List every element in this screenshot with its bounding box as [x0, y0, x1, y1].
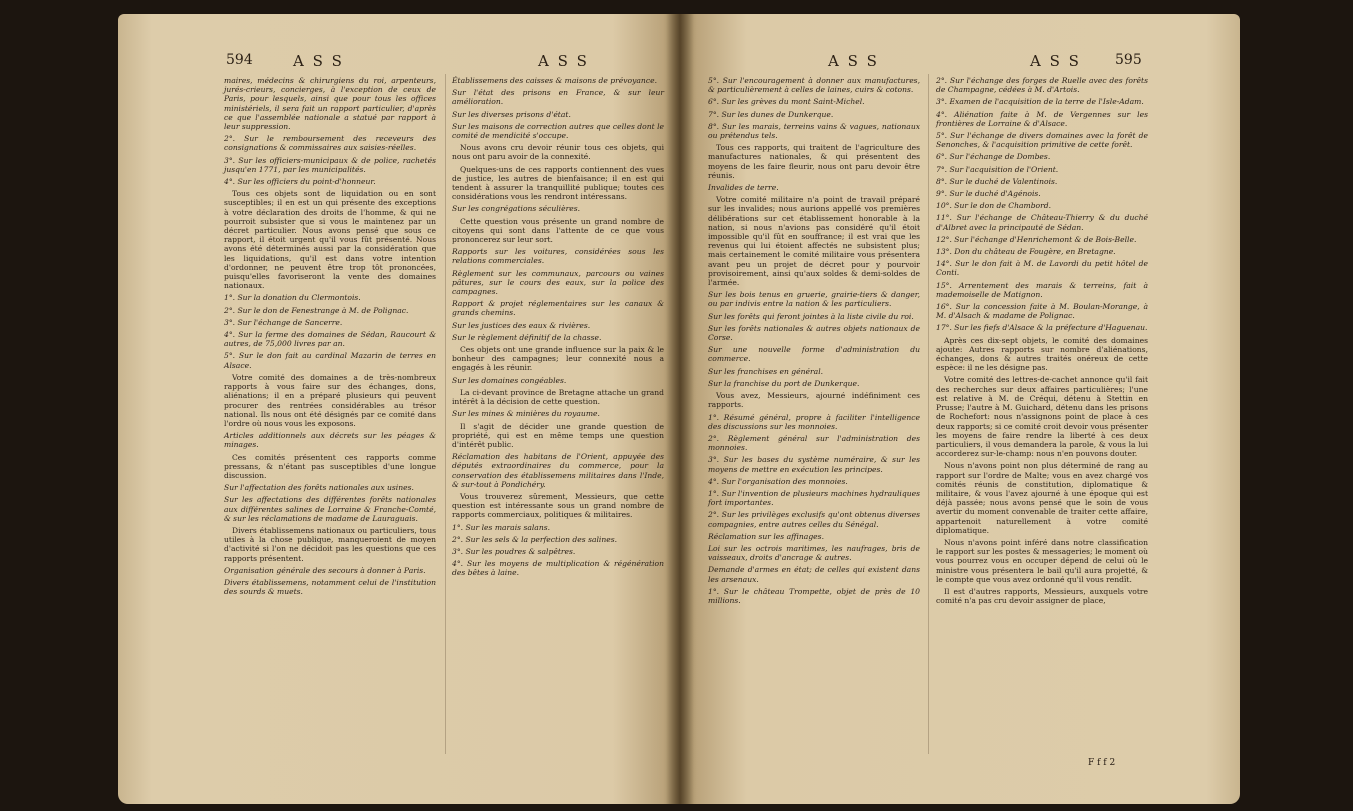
paragraph: Sur une nouvelle forme d'administration du commerce. — [708, 345, 920, 364]
paragraph: Tous ces rapports, qui traitent de l'agriculture des manufactures nationales, & qui présentent des moyens de les faire fleurir, nous ont paru devoir être réunis. — [708, 143, 920, 180]
paragraph: 10°. Sur le don de Chambord. — [936, 201, 1052, 211]
paragraph: 7°. Sur les dunes de Dunkerque. — [708, 109, 834, 119]
paragraph: Invalides de terre. — [708, 183, 779, 193]
paragraph: 3°. Examen de l'acquisition de la terre de l'Isle-Adam. — [936, 97, 1144, 107]
right-page — [680, 14, 1240, 804]
paragraph: 5°. Sur le don fait au cardinal Mazarin de terres en Alsace. — [224, 351, 436, 370]
paragraph: Loi sur les octrois maritimes, les naufrages, bris de vaisseaux, droits d'ancrage & autres. — [708, 543, 920, 563]
column-rule — [445, 74, 446, 754]
paragraph: 2°. Sur l'échange des forges de Ruelle avec des forêts de Champagne, cédées à M. d'Artois. — [936, 76, 1148, 95]
column-rule — [928, 74, 929, 754]
paragraph: Il est d'autres rapports, Messieurs, auxquels votre comité n'a pas cru devoir assigner de place, — [936, 586, 1148, 606]
paragraph: 4°. Sur la ferme des domaines de Sédan, Raucourt & autres, de 75,000 livres par an. — [224, 330, 436, 349]
paragraph: 17°. Sur les fiefs d'Alsace & la préfecture d'Haguenau. — [936, 323, 1148, 333]
paragraph: Divers établissemens nationaux ou particuliers, tous utiles à la chose publique, manqueroient de moyen d'activité si l'on ne décidoit pas les questions que ces rapports présentent. — [224, 525, 436, 563]
right-running-head-1: A S S — [828, 52, 879, 70]
paragraph: Sur les justices des eaux & rivières. — [452, 320, 591, 330]
paragraph: Sur les affectations des différentes forêts nationales aux différentes salines de Lorraine & Franche-Comté, & sur les réclamations de madame de Lauraguais. — [224, 495, 436, 523]
paragraph: Vous trouverez sûrement, Messieurs, que cette question est intéressante sous un grand nombre de rapports commerciaux, politiques & militaires. — [452, 491, 664, 520]
paragraph: 11°. Sur l'échange de Château-Thierry & du duché d'Albret avec la principauté de Sédan. — [936, 213, 1148, 232]
paragraph: 9°. Sur le duché d'Agénois. — [936, 189, 1041, 199]
open-book — [118, 14, 1240, 806]
paragraph: La ci-devant province de Bretagne attache un grand intérêt à la décision de cette question. — [452, 387, 664, 407]
paragraph: 4°. Sur les officiers du point-d'honneur. — [224, 177, 376, 187]
paragraph: Sur les mines & minières du royaume. — [452, 409, 600, 419]
paragraph: 5°. Sur l'échange de divers domaines avec la forêt de Senonches, & l'acquisition primitive de cette forêt. — [936, 131, 1148, 150]
right-running-head-2: A S S — [1030, 52, 1081, 70]
paragraph: Organisation générale des secours à donner à Paris. — [224, 565, 426, 575]
paragraph: Nous n'avons point non plus déterminé de rang au rapport sur l'ordre de Malte; vous en avez chargé vos comités réunis de constitution, diplomatique & militaire, & vous l'avez ajourné à une époque qui est déjà passée; nous avons pensé que le soin de vous avertir du moment convenable de traiter cette affaire, appartenoit naturellement à votre comité diplomatique. — [936, 461, 1148, 535]
paragraph: Sur les maisons de correction autres que celles dont le comité de mendicité s'occupe. — [452, 121, 664, 141]
paragraph: Sur la franchise du port de Dunkerque. — [708, 378, 860, 388]
paragraph: 1°. Résumé général, propre à faciliter l'intelligence des discussions sur les monnoies. — [708, 412, 920, 431]
signature-mark: F f f 2 — [1088, 758, 1116, 768]
paragraph: 16°. Sur la concession faite à M. Boulan-Morange, à M. d'Alsach & madame de Polignac. — [936, 302, 1148, 321]
paragraph: Ces comités présentent ces rapports comme pressans, & n'étant pas susceptibles d'une longue discussion. — [224, 452, 436, 480]
left-running-head-1: A S S — [293, 52, 344, 70]
paragraph: Nous avons cru devoir réunir tous ces objets, qui nous ont paru avoir de la connexité. — [452, 143, 664, 162]
paragraph: Votre comité des domaines a de très-nombreux rapports à vous faire sur des échanges, dons, aliénations; il en a préparé plusieurs qui peuvent procurer des rentrées considérables au trésor national. Ils nous ont été désignés par ce comité dans l'ordre où nous vous les exposons. — [224, 372, 436, 428]
paragraph: 14°. Sur le don fait à M. de Lavordi du petit hôtel de Conti. — [936, 259, 1148, 278]
book-gutter — [666, 14, 694, 804]
paragraph: 4°. Aliénation faite à M. de Vergennes sur les frontières de Lorraine & d'Alsace. — [936, 109, 1148, 128]
paragraph: 1°. Sur les marais salans. — [452, 522, 551, 532]
left-page-column-2 — [452, 76, 664, 581]
paragraph: 12°. Sur l'échange d'Henrichemont & de Bois-Belle. — [936, 234, 1137, 244]
paragraph: 4°. Sur l'organisation des monnoies. — [708, 476, 848, 486]
right-page-column-1 — [708, 76, 920, 608]
paragraph: Sur les congrégations séculières. — [452, 204, 581, 214]
paragraph: 3°. Sur l'échange de Sancerre. — [224, 317, 343, 327]
paragraph: Réclamation des habitans de l'Orient, appuyée des députés extraordinaires du commerce, pour la conservation des établissemens militaires dans l'Inde, & sur-tout à Pondichéry. — [452, 452, 664, 489]
paragraph: Il s'agit de décider une grande question de propriété, qui est en même temps une question d'intérêt public. — [452, 421, 664, 449]
paragraph: Tous ces objets sont de liquidation ou en sont susceptibles; il en est un qui présente des exceptions à votre déclaration des droits de l'homme, & qui ne pourroit subsister que si vous le maintenez par un décret particulier. Nous avons pensé que sous ce rapport, il étoit urgent qu'il vous fût présenté. Nous avons été déterminés aussi par la considération que les liquidations, qu'il est dans votre intention d'ordonner, ne peuvent être trop tôt prononcées, puisqu'elles favoriseront la vente des domaines nationaux. — [224, 189, 436, 291]
paragraph: Sur l'état des prisons en France, & sur leur amélioration. — [452, 88, 664, 107]
paragraph: Réclamation sur les affinages. — [708, 531, 824, 541]
paragraph: Sur les bois tenus en gruerie, grairie-tiers & danger, ou par indivis entre la nation & les particuliers. — [708, 290, 920, 309]
paragraph: 13°. Don du château de Fougère, en Bretagne. — [936, 247, 1116, 257]
paragraph: 2°. Sur le remboursement des receveurs des consignations & commissaires aux saisies-réelles. — [224, 134, 436, 153]
left-page-number: 594 — [226, 52, 253, 68]
paragraph: 6°. Sur l'échange de Dombes. — [936, 152, 1051, 162]
paragraph: 4°. Sur les moyens de multiplication & régénération des bêtes à laine. — [452, 559, 664, 578]
paragraph: Demande d'armes en état; de celles qui existent dans les arsenaux. — [708, 565, 920, 584]
paragraph: Ces objets ont une grande influence sur la paix & le bonheur des campagnes; leur connexité nous a engagés à les réunir. — [452, 345, 664, 373]
left-page — [118, 14, 680, 804]
paragraph: Articles additionnels aux décrets sur les péages & minages. — [224, 431, 436, 450]
paragraph: 3°. Sur les bases du système numéraire, & sur les moyens de mettre en exécution les principes. — [708, 455, 920, 474]
left-page-column-1 — [224, 76, 436, 599]
paragraph: 15°. Arrentement des marais & terreins, fait à mademoiselle de Matignon. — [936, 280, 1148, 299]
paragraph: maires, médecins & chirurgiens du roi, arpenteurs, jurés-crieurs, concierges, à l'exception de ceux de Paris, pour lesquels, ainsi que pour tous les offices ministériels, il sera fait un rapport particulier, d'après ce que l'assemblée nationale a statué par rapport à leur suppression. — [224, 76, 436, 132]
paragraph: Quelques-uns de ces rapports contiennent des vues de justice, les autres de bienfaisance; il en est qui tendent à assurer la tranquillité publique; toutes ces considérations vous les rendront intéressans. — [452, 164, 664, 202]
paragraph: 8°. Sur le duché de Valentinois. — [936, 176, 1058, 186]
paragraph: Sur l'affectation des forêts nationales aux usines. — [224, 483, 414, 493]
paragraph: Sur les diverses prisons d'état. — [452, 109, 571, 119]
paragraph: 6°. Sur les grèves du mont Saint-Michel. — [708, 97, 865, 107]
paragraph: Rapport & projet réglementaires sur les canaux & grands chemins. — [452, 299, 664, 318]
paragraph: Nous n'avons point inféré dans notre classification le rapport sur les postes & messageries; le moment où vous pourrez vous en occuper dépend de celui où le ministre vous présentera le bail qu'il aura projetté, & le compte que vous avez ordonné qu'il vous rendît. — [936, 537, 1148, 584]
left-running-head-2: A S S — [538, 52, 589, 70]
paragraph: Rapports sur les voitures, considérées sous les relations commerciales. — [452, 247, 664, 266]
paragraph: Établissemens des caisses & maisons de prévoyance. — [452, 76, 657, 85]
paragraph: Sur les forêts qui feront jointes à la liste civile du roi. — [708, 311, 914, 321]
paragraph: Votre comité militaire n'a point de travail préparé sur les invalides; nous aurions appellé vos premières délibérations sur cet établissement honorable à la nation, si nous n'avions pas considéré qu'il étoit impossible qu'il fût en souffrance; il est vrai que les revenus qui lui étoient affectés ne subsistent plus; mais certainement le comité militaire vous présentera avant peu un projet de décret pour y pourvoir provisoirement, ainsi qu'aux soldes & demi-soldes de l'armée. — [708, 195, 920, 288]
paragraph: 5°. Sur l'encouragement à donner aux manufactures, & particulièrement à celles de laines, cuirs & cotons. — [708, 76, 920, 95]
paragraph: 3°. Sur les poudres & salpêtres. — [452, 546, 576, 556]
paragraph: Sur les forêts nationales & autres objets nationaux de Corse. — [708, 323, 920, 343]
paragraph: Règlement sur les communaux, parcours ou vaines pâtures, sur le cours des eaux, sur la police des campagnes. — [452, 268, 664, 297]
paragraph: Cette question vous présente un grand nombre de citoyens qui sont dans l'attente de ce que vous prononcerez sur leur sort. — [452, 216, 664, 245]
right-page-column-2 — [936, 76, 1148, 608]
paragraph: 1°. Sur le château Trompette, objet de près de 10 millions. — [708, 586, 920, 605]
paragraph: Divers établissemens, notamment celui de l'institution des sourds & muets. — [224, 577, 436, 597]
paragraph: 3°. Sur les officiers-municipaux & de police, rachetés jusqu'en 1771, par les municipalités. — [224, 155, 436, 174]
paragraph: 2°. Sur les sels & la perfection des salines. — [452, 534, 618, 544]
paragraph: Sur les franchises en général. — [708, 366, 824, 376]
paragraph: 2°. Sur les privilèges exclusifs qu'ont obtenus diverses compagnies, entre autres celles du Sénégal. — [708, 510, 920, 529]
paragraph: 1°. Sur l'invention de plusieurs machines hydrauliques fort importantes. — [708, 488, 920, 508]
paragraph: Sur les domaines congéables. — [452, 375, 567, 385]
paragraph: 1°. Sur la donation du Clermontois. — [224, 293, 361, 303]
paragraph: Sur le règlement définitif de la chasse. — [452, 332, 602, 342]
paragraph: 2°. Règlement général sur l'administration des monnoies. — [708, 433, 920, 453]
paragraph: Après ces dix-sept objets, le comité des domaines ajoute: Autres rapports sur nombre d'aliénations, échanges, dons & autres traités onéreux de cette espèce: il ne les désigne pas. — [936, 335, 1148, 373]
paragraph: Votre comité des lettres-de-cachet annonce qu'il fait des recherches sur deux affaires particulières; l'une est relative à M. de Créqui, détenu à Stettin en Prusse; l'autre à M. Guichard, détenu dans les prisons de Rochefort: nous n'assignons point de place à ces deux rapports; si ce comité croit devoir vous présenter les moyens de faire rendre la liberté à ces deux particuliers, il vous demandera la parole, & vous la lui accorderez sur-le-champ: nous n'en pouvons douter. — [936, 375, 1148, 459]
paragraph: Vous avez, Messieurs, ajourné indéfiniment ces rapports. — [708, 391, 920, 410]
paragraph: 7°. Sur l'acquisition de l'Orient. — [936, 164, 1059, 174]
paragraph: 2°. Sur le don de Fenestrange à M. de Polignac. — [224, 305, 409, 315]
paragraph: 8°. Sur les marais, terreins vains & vagues, nationaux ou prétendus tels. — [708, 121, 920, 141]
right-page-number: 595 — [1115, 52, 1142, 68]
